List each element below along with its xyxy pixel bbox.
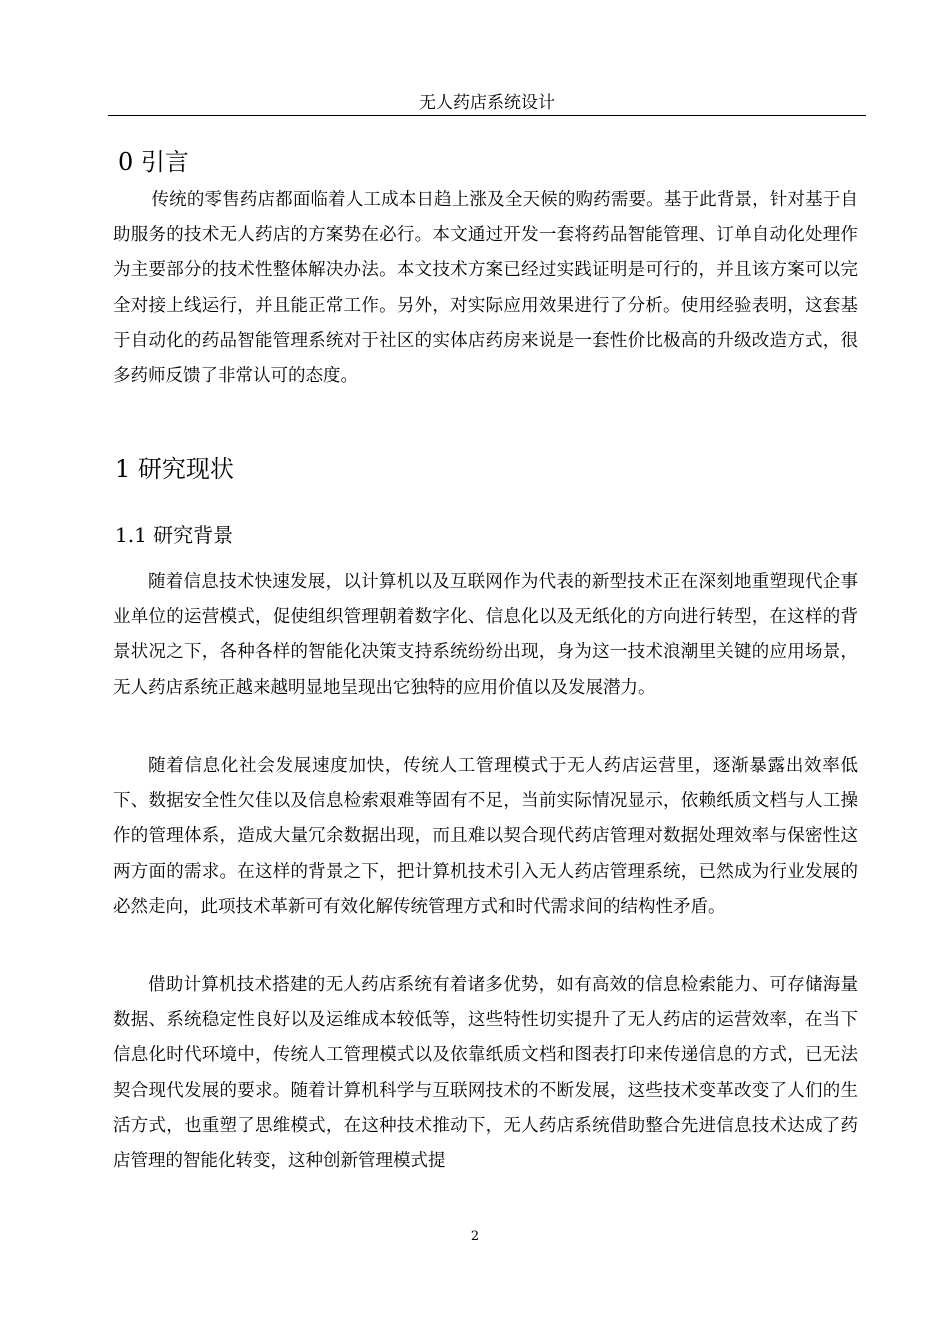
section-heading-research-status: 1 研究现状 [115,455,234,483]
introduction-paragraph: 传统的零售药店都面临着人工成本日趋上涨及全天候的购药需要。基于此背景，针对基于自助服务的技术无人药店的方案势在必行。本文通过开发一套将药品智能管理、订单自动化处理作为主要部分的技术性整体解决办法。本文技术方案已经过实践证明是可行的，并且该方案可以完全对接上线运行，并且能正常工作。另外，对实际应用效果进行了分析。使用经验表明，这套基于自动化的药品智能管理系统对于社区的实体店药房来说是一套性价比极高的升级改造方式，很多药师反馈了非常认可的态度。 [113,190,858,387]
body-paragraph: 借助计算机技术搭建的无人药店系统有着诸多优势，如有高效的信息检索能力、可存储海量数据、系统稳定性良好以及运维成本较低等，这些特性切实提升了无人药店的运营效率，在当下信息化时代环境中，传统人工管理模式以及依靠纸质文档和图表打印来传递信息的方式，已无法契合现代发展的要求。随着计算机科学与互联网技术的不断发展，这些技术变革改变了人们的生活方式，也重塑了思维模式，在这种技术推动下，无人药店系统借助整合先进信息技术达成了药店管理的智能化转变，这种创新管理模式提 [113,975,858,1172]
page-number: 2 [470,1229,480,1244]
running-header-title: 无人药店系统设计 [419,93,555,113]
header-divider [108,115,866,116]
subsection-heading-research-background: 1.1 研究背景 [115,523,234,547]
body-paragraph: 随着信息化社会发展速度加快，传统人工管理模式于无人药店运营里，逐渐暴露出效率低下、数据安全性欠佳以及信息检索艰难等固有不足，当前实际情况显示，依赖纸质文档与人工操作的管理体系，造成大量冗余数据出现，而且难以契合现代药店管理对数据处理效率与保密性这两方面的需求。在这样的背景之下，把计算机技术引入无人药店管理系统，已然成为行业发展的必然走向，此项技术革新可有效化解传统管理方式和时代需求间的结构性矛盾。 [113,756,858,917]
body-paragraph: 随着信息技术快速发展，以计算机以及互联网作为代表的新型技术正在深刻地重塑现代企事业单位的运营模式，促使组织管理朝着数字化、信息化以及无纸化的方向进行转型，在这样的背景状况之下，各种各样的智能化决策支持系统纷纷出现，身为这一技术浪潮里关键的应用场景，无人药店系统正越来越明显地呈现出它独特的应用价值以及发展潜力。 [113,572,858,698]
section-heading-introduction: 0 引言 [118,148,189,176]
